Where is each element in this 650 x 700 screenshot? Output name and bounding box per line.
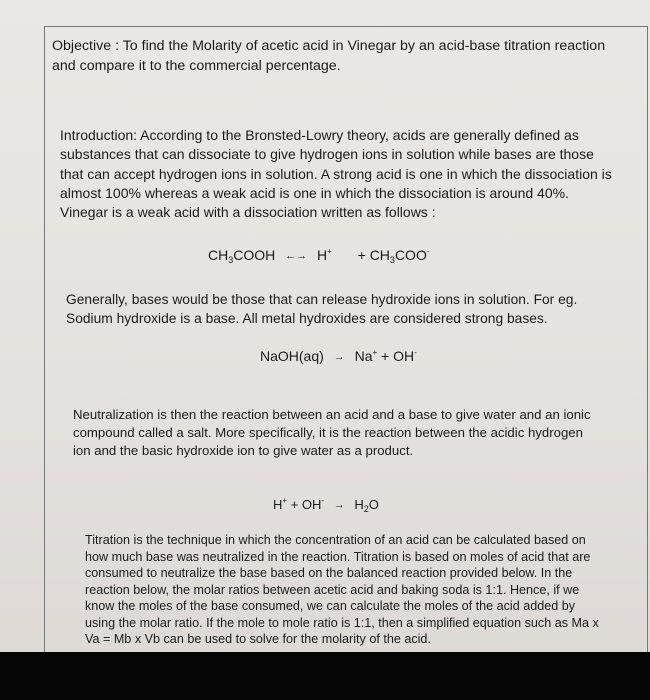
eq3-reactant-hydroxide-ion: OH-	[301, 496, 325, 512]
neutralization-equation	[273, 496, 379, 514]
acetic-acid-dissociation-equation	[208, 247, 430, 265]
reaction-arrow: →	[333, 499, 345, 511]
equilibrium-arrow: ←→	[285, 250, 308, 262]
titration-paragraph: Titration is the technique in which the concentration of an acid can be calculated based on how much base was neutralized in the reaction. Titration is based on moles of acid that are consumed to neutralize the base based on the balanced reaction provided below. In the reaction below, the molar ratios between acetic acid and baking soda is 1:1. Hence, if we know the moles of the base consumed, we can calculate the moles of the acid added by using the molar ratio. If the mole to mole ratio is 1:1, then a simplified equation such as Ma x Va = Mb x Vb can be used to solve for the molarity of the acid.	[85, 533, 599, 646]
eq1-reactant: $CH_3COOH$	[208, 247, 276, 265]
eq1-product-hydrogen-ion: H+	[317, 247, 332, 263]
eq3-product-water: $H_2O$	[354, 497, 379, 514]
eq3-plus: +	[290, 497, 299, 512]
eq3-reactant-hydrogen-ion: H+	[273, 496, 288, 512]
reaction-arrow: →	[333, 351, 345, 363]
eq1-product-acetate-ion: $CH_3COO^-$	[369, 247, 430, 265]
objective-paragraph: Objective : To find the Molarity of acetic acid in Vinegar by an acid-base titration reaction and compare it to the commercial percentage.	[52, 38, 606, 74]
bases-paragraph: Generally, bases would be those that can release hydroxide ions in solution. For eg. Sodium hydroxide is a base. All metal hydroxides are considered strong bases.	[66, 292, 578, 326]
eq2-plus: +	[381, 348, 390, 364]
bottom-dark-bar	[0, 652, 650, 700]
neutralization-paragraph: Neutralization is then the reaction between an acid and a base to give water and an ionic compound called a salt. More specifically, it is the reaction between the acidic hydrogen ion and the basic hydroxide ion to give water as a product.	[73, 407, 591, 458]
eq2-reactant: NaOH(aq)	[260, 348, 324, 364]
eq2-product-hydroxide-ion: OH-	[393, 348, 417, 364]
introduction-paragraph: Introduction: According to the Bronsted-Lowry theory, acids are generally defined as substances that can dissociate to give hydrogen ions in solution while bases are those that can accept hydrogen ions in solution. A strong acid is one in which the dissociation is almost 100% whereas a weak acid is one in which the dissociation is around 40%. Vinegar is a weak acid with a dissociation written as follows :	[60, 127, 612, 221]
eq2-product-sodium-ion: Na+	[354, 348, 378, 364]
naoh-dissociation-equation	[260, 348, 417, 364]
eq1-plus: +	[357, 247, 366, 263]
